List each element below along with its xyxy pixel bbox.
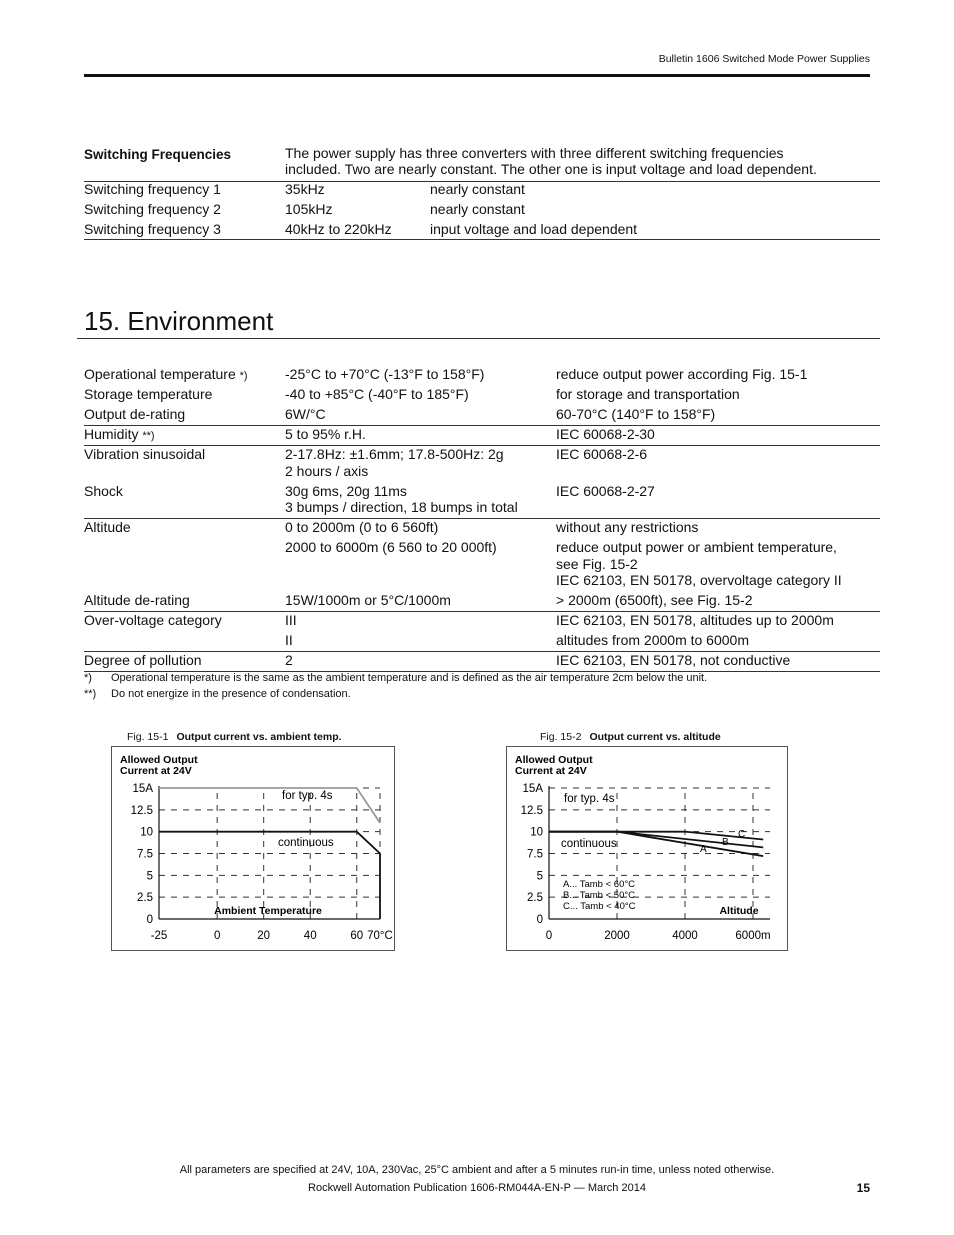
footnote-text-2: Do not energize in the presence of condensation. bbox=[111, 688, 351, 700]
section-title: 15. Environment bbox=[84, 306, 274, 336]
vibration-value-2: 2 hours / axis bbox=[285, 463, 369, 479]
x-tick-label: 0 bbox=[213, 930, 221, 942]
y-tick-label: 10 bbox=[140, 826, 153, 839]
legend-entry-a: A... Tamb < 60°C bbox=[563, 879, 636, 890]
series-label-a: A bbox=[700, 844, 707, 855]
y-tick-label: 12.5 bbox=[130, 804, 153, 817]
shock-value-2: 3 bumps / direction, 18 bumps in total bbox=[285, 499, 518, 515]
y-tick-label: 0 bbox=[536, 914, 543, 926]
annotation-continuous: continuous bbox=[561, 838, 617, 850]
sf3-value: 40kHz to 220kHz bbox=[285, 221, 392, 237]
chart-altitude bbox=[506, 746, 788, 951]
footer-publication: Rockwell Automation Publication 1606-RM044A-EN-P — March 2014 bbox=[308, 1182, 646, 1194]
storage-note: for storage and transportation bbox=[556, 386, 740, 402]
page-number: 15 bbox=[856, 1181, 870, 1195]
altitude-note-1: without any restrictions bbox=[556, 519, 699, 535]
x-tick-label: 0 bbox=[545, 930, 553, 942]
y-tick-label: 10 bbox=[530, 826, 543, 839]
alt-derating-note: > 2000m (6500ft), see Fig. 15-2 bbox=[556, 592, 753, 608]
chart-altitude-svg bbox=[507, 747, 787, 950]
fig1-caption: Fig. 15-1 Output current vs. ambient temp. bbox=[127, 731, 342, 743]
altitude-value-1: 0 to 2000m (0 to 6 560ft) bbox=[285, 519, 439, 535]
overvoltage-value-1: III bbox=[285, 612, 297, 628]
footnote-mark-2: **) bbox=[84, 688, 97, 700]
alt-derating-label: Altitude de-rating bbox=[84, 592, 190, 608]
derating-value: 6W/°C bbox=[285, 406, 326, 422]
y-tick-label: 12.5 bbox=[520, 804, 543, 817]
legend-entry-c: C... Tamb < 40°C bbox=[563, 901, 636, 912]
op-temp-value: -25°C to +70°C (-13°F to 158°F) bbox=[285, 366, 485, 382]
table-rule bbox=[84, 518, 880, 519]
overvoltage-note-2: altitudes from 2000m to 6000m bbox=[556, 632, 749, 648]
fig2-caption: Fig. 15-2 Output current vs. altitude bbox=[540, 731, 721, 743]
y-tick-label: 0 bbox=[146, 914, 153, 926]
vibration-label: Vibration sinusoidal bbox=[84, 446, 206, 462]
footnote-mark-1: *) bbox=[84, 672, 92, 684]
shock-value-1: 30g 6ms, 20g 11ms bbox=[285, 483, 407, 499]
x-tick-label: 2000 bbox=[604, 930, 630, 942]
y-tick-label: 15A bbox=[522, 783, 543, 795]
sf1-value: 35kHz bbox=[285, 181, 325, 197]
switching-heading: Switching Frequencies bbox=[84, 147, 232, 162]
storage-value: -40 to +85°C (-40°F to 185°F) bbox=[285, 386, 469, 402]
altitude-note-2a: reduce output power or ambient temperature, bbox=[556, 539, 837, 555]
storage-label: Storage temperature bbox=[84, 386, 213, 402]
switching-desc-1: The power supply has three converters with three different switching frequencies bbox=[285, 145, 784, 161]
sf2-note: nearly constant bbox=[430, 201, 525, 217]
x-tick-label: 40 bbox=[303, 930, 317, 942]
pollution-note: IEC 62103, EN 50178, not conductive bbox=[556, 652, 791, 668]
y-tick-label: 2.5 bbox=[137, 892, 153, 905]
series-label-c: C bbox=[738, 829, 746, 840]
op-temp-note: reduce output power according Fig. 15-1 bbox=[556, 366, 808, 382]
chart-ambient-temp bbox=[111, 746, 395, 951]
altitude-value-2: 2000 to 6000m (6 560 to 20 000ft) bbox=[285, 539, 497, 555]
derating-label: Output de-rating bbox=[84, 406, 186, 422]
sf2-value: 105kHz bbox=[285, 201, 333, 217]
series-line-for-typ-4s bbox=[159, 788, 380, 823]
sf3-label: Switching frequency 3 bbox=[84, 221, 221, 237]
annotation-typ: for typ. 4s bbox=[564, 793, 615, 805]
y-axis-label: Allowed Output bbox=[515, 754, 593, 766]
footnote-text-1: Operational temperature is the same as the ambient temperature and is defined as the air temperature 2cm below the unit. bbox=[111, 672, 708, 684]
section-rule bbox=[77, 338, 880, 339]
alt-derating-value: 15W/1000m or 5°C/1000m bbox=[285, 592, 451, 608]
op-temp-label: Operational temperature *) bbox=[84, 366, 248, 382]
humidity-label: Humidity **) bbox=[84, 426, 155, 442]
series-label-continuous: continuous bbox=[278, 837, 334, 849]
series-label-typ: for typ. 4s bbox=[282, 790, 333, 802]
humidity-value: 5 to 95% r.H. bbox=[285, 426, 366, 442]
footer-note: All parameters are specified at 24V, 10A, 230Vac, 25°C ambient and after a 5 minutes run-in time, unless noted otherwise. bbox=[179, 1164, 775, 1176]
x-tick-label: 70°C bbox=[367, 930, 393, 942]
vibration-value-1: 2-17.8Hz: ±1.6mm; 17.8-500Hz: 2g bbox=[285, 446, 504, 462]
derating-note: 60-70°C (140°F to 158°F) bbox=[556, 406, 716, 422]
table-rule bbox=[84, 239, 880, 240]
switching-desc-2: included. Two are nearly constant. The other one is input voltage and load dependent. bbox=[285, 161, 817, 177]
y-tick-label: 2.5 bbox=[527, 892, 543, 905]
pollution-label: Degree of pollution bbox=[84, 652, 202, 668]
x-tick-label: 60 bbox=[350, 930, 364, 942]
table-rule bbox=[84, 425, 880, 426]
x-axis-label: Altitude bbox=[719, 905, 759, 917]
chart-ambient-temp-svg bbox=[112, 747, 394, 950]
sf1-note: nearly constant bbox=[430, 181, 525, 197]
header-rule bbox=[84, 74, 870, 77]
altitude-label: Altitude bbox=[84, 519, 131, 535]
overvoltage-note-1: IEC 62103, EN 50178, altitudes up to 2000m bbox=[556, 612, 834, 628]
altitude-note-2c: IEC 62103, EN 50178, overvoltage category II bbox=[556, 572, 842, 588]
x-tick-label: 4000 bbox=[672, 930, 698, 942]
sf2-label: Switching frequency 2 bbox=[84, 201, 221, 217]
pollution-value: 2 bbox=[285, 652, 293, 668]
header-title: Bulletin 1606 Switched Mode Power Supplies bbox=[658, 53, 870, 65]
altitude-note-2b: see Fig. 15-2 bbox=[556, 556, 638, 572]
y-axis-label: Current at 24V bbox=[515, 765, 587, 777]
x-tick-label: -25 bbox=[150, 930, 168, 942]
vibration-note: IEC 60068-2-6 bbox=[556, 446, 648, 462]
y-tick-label: 7.5 bbox=[137, 848, 153, 861]
overvoltage-value-2: II bbox=[285, 632, 293, 648]
y-tick-label: 5 bbox=[536, 870, 543, 883]
series-label-b: B bbox=[722, 837, 729, 848]
sf1-label: Switching frequency 1 bbox=[84, 181, 221, 197]
sf3-note: input voltage and load dependent bbox=[430, 221, 638, 237]
overvoltage-label: Over-voltage category bbox=[84, 612, 222, 628]
x-axis-label: Ambient Temperature bbox=[214, 905, 322, 917]
y-tick-label: 5 bbox=[146, 870, 153, 883]
y-tick-label: 7.5 bbox=[527, 848, 543, 861]
x-tick-label: 6000m bbox=[735, 930, 771, 942]
shock-label: Shock bbox=[84, 483, 123, 499]
shock-note: IEC 60068-2-27 bbox=[556, 483, 655, 499]
y-axis-label: Current at 24V bbox=[120, 765, 192, 777]
x-tick-label: 20 bbox=[257, 930, 271, 942]
humidity-note: IEC 60068-2-30 bbox=[556, 426, 655, 442]
y-axis-label: Allowed Output bbox=[120, 754, 198, 766]
legend-entry-b: B... Tamb < 50°C bbox=[563, 890, 636, 901]
y-tick-label: 15A bbox=[132, 783, 153, 795]
